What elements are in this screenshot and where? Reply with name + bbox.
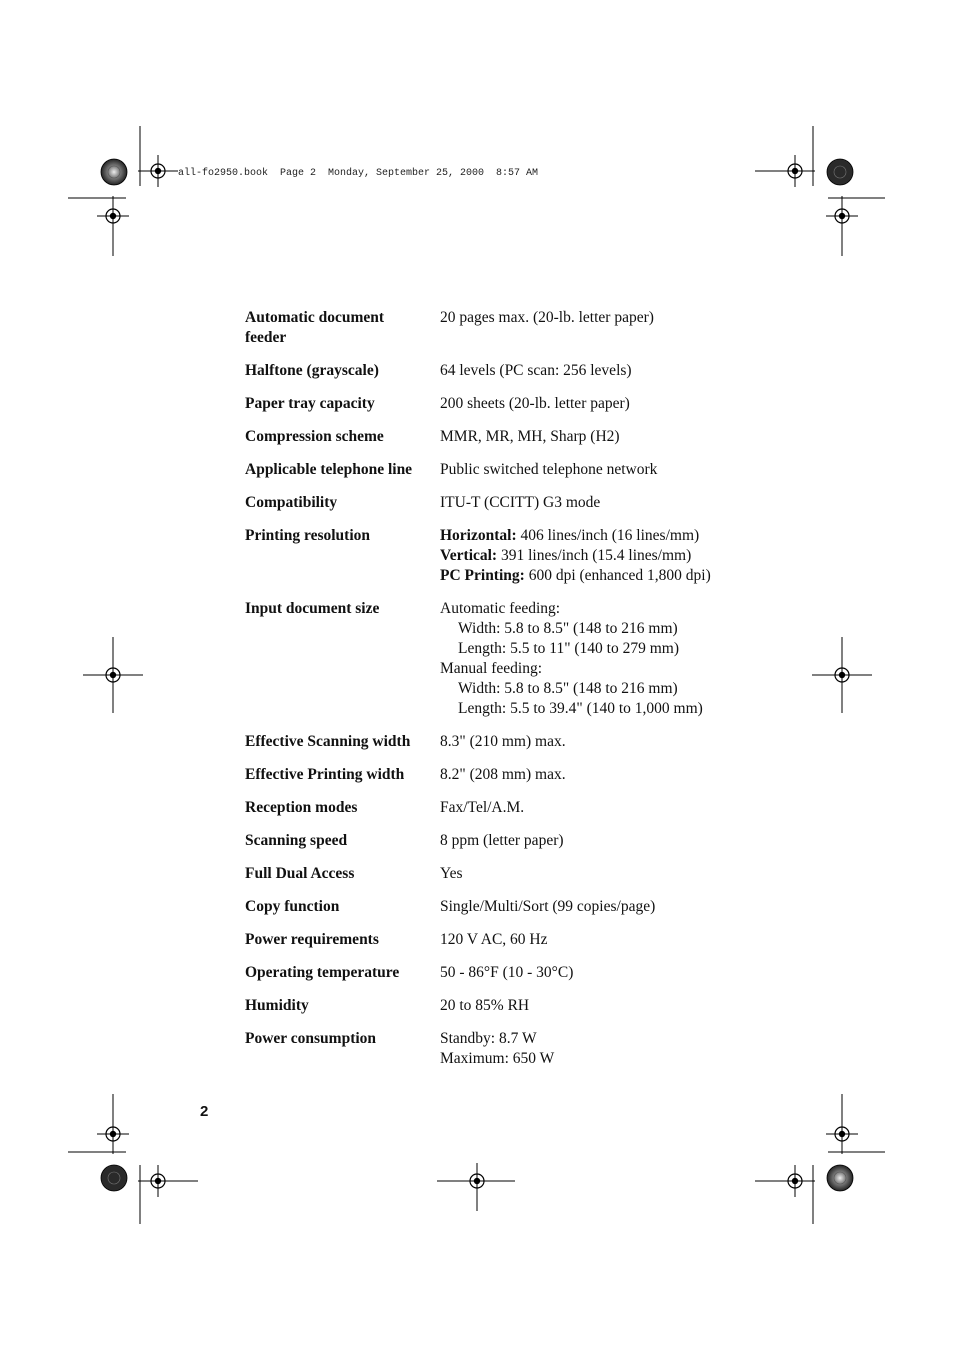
- spec-row: [245, 493, 765, 513]
- spec-row: [245, 765, 765, 785]
- spec-value: [440, 1029, 765, 1069]
- value-text: 406 lines/inch (16 lines/mm): [516, 527, 700, 544]
- value-line: Automatic feeding:: [440, 600, 561, 617]
- spec-label: Humidity: [245, 997, 309, 1014]
- spec-value: 120 V AC, 60 Hz: [440, 931, 548, 948]
- spec-row: [245, 963, 765, 983]
- spec-row: [245, 930, 765, 950]
- registration-mark-icon: [138, 155, 178, 187]
- value-text: 391 lines/inch (15.4 lines/mm): [497, 547, 692, 564]
- spec-value: 20 to 85% RH: [440, 997, 530, 1014]
- spec-value: Fax/Tel/A.M.: [440, 799, 525, 816]
- spec-label: Compression scheme: [245, 428, 384, 445]
- value-line: Length: 5.5 to 39.4" (140 to 1,000 mm): [458, 700, 703, 717]
- registration-mark-icon: [826, 196, 858, 256]
- spec-value: MMR, MR, MH, Sharp (H2): [440, 428, 620, 445]
- spec-value: 50 - 86°F (10 - 30°C): [440, 964, 574, 981]
- spec-value: 8.3" (210 mm) max.: [440, 733, 566, 750]
- spec-value: 8.2" (208 mm) max.: [440, 766, 566, 783]
- spec-label: Automatic document feeder: [245, 309, 385, 346]
- spec-value: 200 sheets (20-lb. letter paper): [440, 395, 630, 412]
- spec-label: Printing resolution: [245, 527, 371, 544]
- registration-mark-icon: [812, 637, 872, 713]
- spec-row: [245, 864, 765, 884]
- spec-value: [440, 526, 765, 586]
- spec-label: Reception modes: [245, 799, 358, 816]
- spec-row: [245, 1029, 765, 1069]
- spec-value: 64 levels (PC scan: 256 levels): [440, 362, 632, 379]
- spec-label: Applicable telephone line: [245, 461, 413, 478]
- spec-label: Scanning speed: [245, 832, 348, 849]
- spec-label: Power consumption: [245, 1030, 377, 1047]
- spec-row: [245, 361, 765, 381]
- star-target-icon: [101, 1165, 127, 1191]
- registration-mark-icon: [437, 1163, 515, 1211]
- spec-row: [245, 732, 765, 752]
- spec-row: [245, 460, 765, 480]
- registration-mark-icon: [83, 637, 143, 713]
- spec-value: [440, 599, 765, 719]
- spec-row: [245, 798, 765, 818]
- spec-label: Compatibility: [245, 494, 338, 511]
- spec-label: Effective Printing width: [245, 766, 405, 783]
- value-key: PC Printing:: [440, 567, 525, 584]
- registration-mark-icon: [826, 1094, 858, 1154]
- spec-label: Copy function: [245, 898, 340, 915]
- registration-mark-icon: [97, 1094, 129, 1154]
- registration-mark-icon: [755, 1165, 815, 1197]
- spec-row: [245, 427, 765, 447]
- value-line: Width: 5.8 to 8.5" (148 to 216 mm): [458, 680, 678, 697]
- spec-row: [245, 526, 765, 586]
- spec-row: [245, 394, 765, 414]
- spec-value: 20 pages max. (20-lb. letter paper): [440, 309, 654, 326]
- spec-value: Single/Multi/Sort (99 copies/page): [440, 898, 656, 915]
- spec-label: Paper tray capacity: [245, 395, 375, 412]
- value-key: Horizontal:: [440, 527, 517, 544]
- value-line: Maximum: 650 W: [440, 1050, 555, 1067]
- value-text: 600 dpi (enhanced 1,800 dpi): [524, 567, 711, 584]
- value-line: Length: 5.5 to 11" (140 to 279 mm): [458, 640, 680, 657]
- spec-label: Full Dual Access: [245, 865, 355, 882]
- star-target-icon: [101, 159, 127, 185]
- spec-value: Public switched telephone network: [440, 461, 658, 478]
- spec-value: 8 ppm (letter paper): [440, 832, 564, 849]
- star-target-icon: [827, 159, 853, 185]
- spec-value: ITU-T (CCITT) G3 mode: [440, 494, 601, 511]
- value-line: Manual feeding:: [440, 660, 543, 677]
- print-slug: all-fo2950.book Page 2 Monday, September 25, 2000 8:57 AM: [178, 168, 539, 179]
- spec-row: [245, 308, 765, 348]
- spec-label: Power requirements: [245, 931, 379, 948]
- registration-mark-icon: [97, 196, 129, 256]
- specifications-table: [245, 308, 765, 1069]
- registration-mark-icon: [755, 155, 815, 187]
- spec-value: Yes: [440, 865, 463, 882]
- value-key: Vertical:: [440, 547, 498, 564]
- spec-row: [245, 897, 765, 917]
- star-target-icon: [827, 1165, 853, 1191]
- spec-label: Input document size: [245, 600, 380, 617]
- spec-label: Effective Scanning width: [245, 733, 411, 750]
- spec-row: [245, 831, 765, 851]
- registration-mark-icon: [138, 1165, 198, 1197]
- spec-label: Halftone (grayscale): [245, 362, 379, 379]
- spec-row: [245, 599, 765, 719]
- value-line: Standby: 8.7 W: [440, 1030, 537, 1047]
- value-line: Width: 5.8 to 8.5" (148 to 216 mm): [458, 620, 678, 637]
- spec-row: [245, 996, 765, 1016]
- page-number: 2: [200, 1103, 209, 1120]
- spec-label: Operating temperature: [245, 964, 400, 981]
